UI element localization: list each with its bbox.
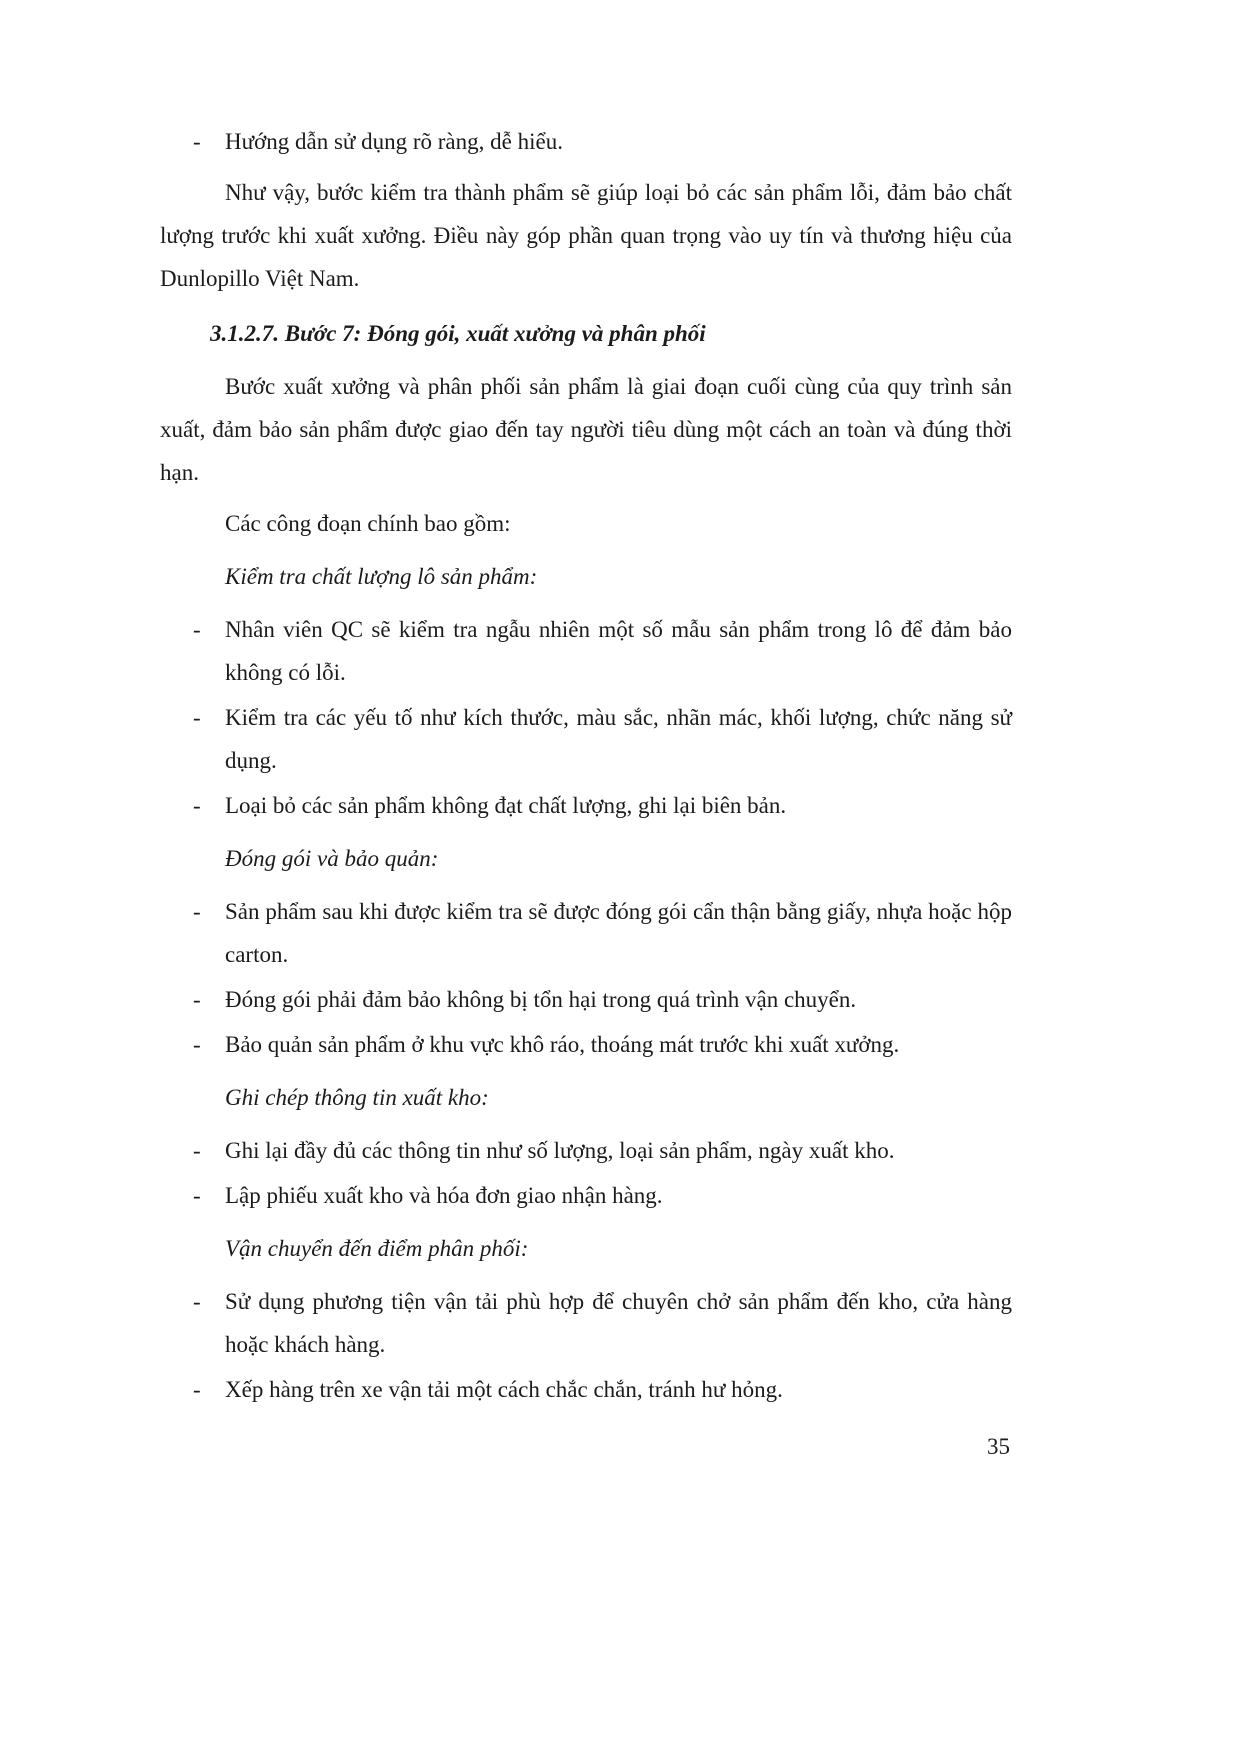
bullet-dash: - [193, 617, 201, 642]
bullet-item [160, 696, 1012, 782]
paragraph-intro: Bước xuất xưởng và phân phối sản phẩm là giai đoạn cuối cùng của quy trình sản xuất, đảm bảo sản phẩm được giao đến tay người tiêu dùng một cách an toàn và đúng thời hạn. [160, 374, 1012, 485]
paragraph-stages: Các công đoạn chính bao gồm: [225, 511, 511, 536]
bullet-dash: - [193, 987, 201, 1012]
subsection-title-record-keeping: Ghi chép thông tin xuất kho: [225, 1085, 489, 1110]
bullet-item [160, 978, 1012, 1021]
bullet-item [160, 1280, 1012, 1366]
bullet-text: Hướng dẫn sử dụng rõ ràng, dễ hiểu. [225, 129, 563, 154]
bullet-item [160, 890, 1012, 976]
bullet-item [160, 608, 1012, 694]
subsection-title-transport: Vận chuyển đến điểm phân phối: [225, 1236, 529, 1261]
bullet-dash: - [193, 129, 201, 154]
bullet-text: Ghi lại đầy đủ các thông tin như số lượng, loại sản phẩm, ngày xuất kho. [225, 1138, 895, 1163]
bullet-text: Sử dụng phương tiện vận tải phù hợp để chuyên chở sản phẩm đến kho, cửa hàng hoặc khách hàng. [225, 1289, 1012, 1357]
section-heading: 3.1.2.7. Bước 7: Đóng gói, xuất xưởng và phân phối [210, 321, 706, 346]
bullet-item [160, 120, 1012, 163]
bullet-dash: - [193, 899, 201, 924]
page-number: 35 [987, 1434, 1010, 1459]
bullet-text: Sản phẩm sau khi được kiểm tra sẽ được đóng gói cẩn thận bằng giấy, nhựa hoặc hộp carton. [225, 899, 1012, 967]
bullet-dash: - [193, 1032, 201, 1057]
bullet-dash: - [193, 1183, 201, 1208]
bullet-item [160, 1368, 1012, 1411]
subsection-title-quality-check: Kiểm tra chất lượng lô sản phẩm: [225, 564, 538, 589]
bullet-text: Xếp hàng trên xe vận tải một cách chắc chắn, tránh hư hỏng. [225, 1377, 783, 1402]
bullet-dash: - [193, 705, 201, 730]
bullet-dash: - [193, 1138, 201, 1163]
bullet-text: Đóng gói phải đảm bảo không bị tổn hại trong quá trình vận chuyển. [225, 987, 857, 1012]
bullet-dash: - [193, 1289, 201, 1314]
subsection-title-packing: Đóng gói và bảo quản: [225, 846, 439, 871]
bullet-item [160, 1174, 1012, 1217]
bullet-text: Nhân viên QC sẽ kiểm tra ngẫu nhiên một số mẫu sản phẩm trong lô để đảm bảo không có lỗi. [225, 617, 1012, 685]
bullet-item [160, 1023, 1012, 1066]
bullet-dash: - [193, 1377, 201, 1402]
bullet-text: Kiểm tra các yếu tố như kích thước, màu sắc, nhãn mác, khối lượng, chức năng sử dụng. [225, 705, 1012, 773]
bullet-item [160, 1129, 1012, 1172]
paragraph-summary: Như vậy, bước kiểm tra thành phẩm sẽ giúp loại bỏ các sản phẩm lỗi, đảm bảo chất lượng trước khi xuất xưởng. Điều này góp phần quan trọng vào uy tín và thương hiệu của Dunlopillo Việt Nam. [160, 180, 1012, 291]
bullet-text: Lập phiếu xuất kho và hóa đơn giao nhận hàng. [225, 1183, 663, 1208]
bullet-item [160, 784, 1012, 827]
bullet-text: Bảo quản sản phẩm ở khu vực khô ráo, thoáng mát trước khi xuất xưởng. [225, 1032, 900, 1057]
bullet-text: Loại bỏ các sản phẩm không đạt chất lượng, ghi lại biên bản. [225, 793, 787, 818]
bullet-dash: - [193, 793, 201, 818]
